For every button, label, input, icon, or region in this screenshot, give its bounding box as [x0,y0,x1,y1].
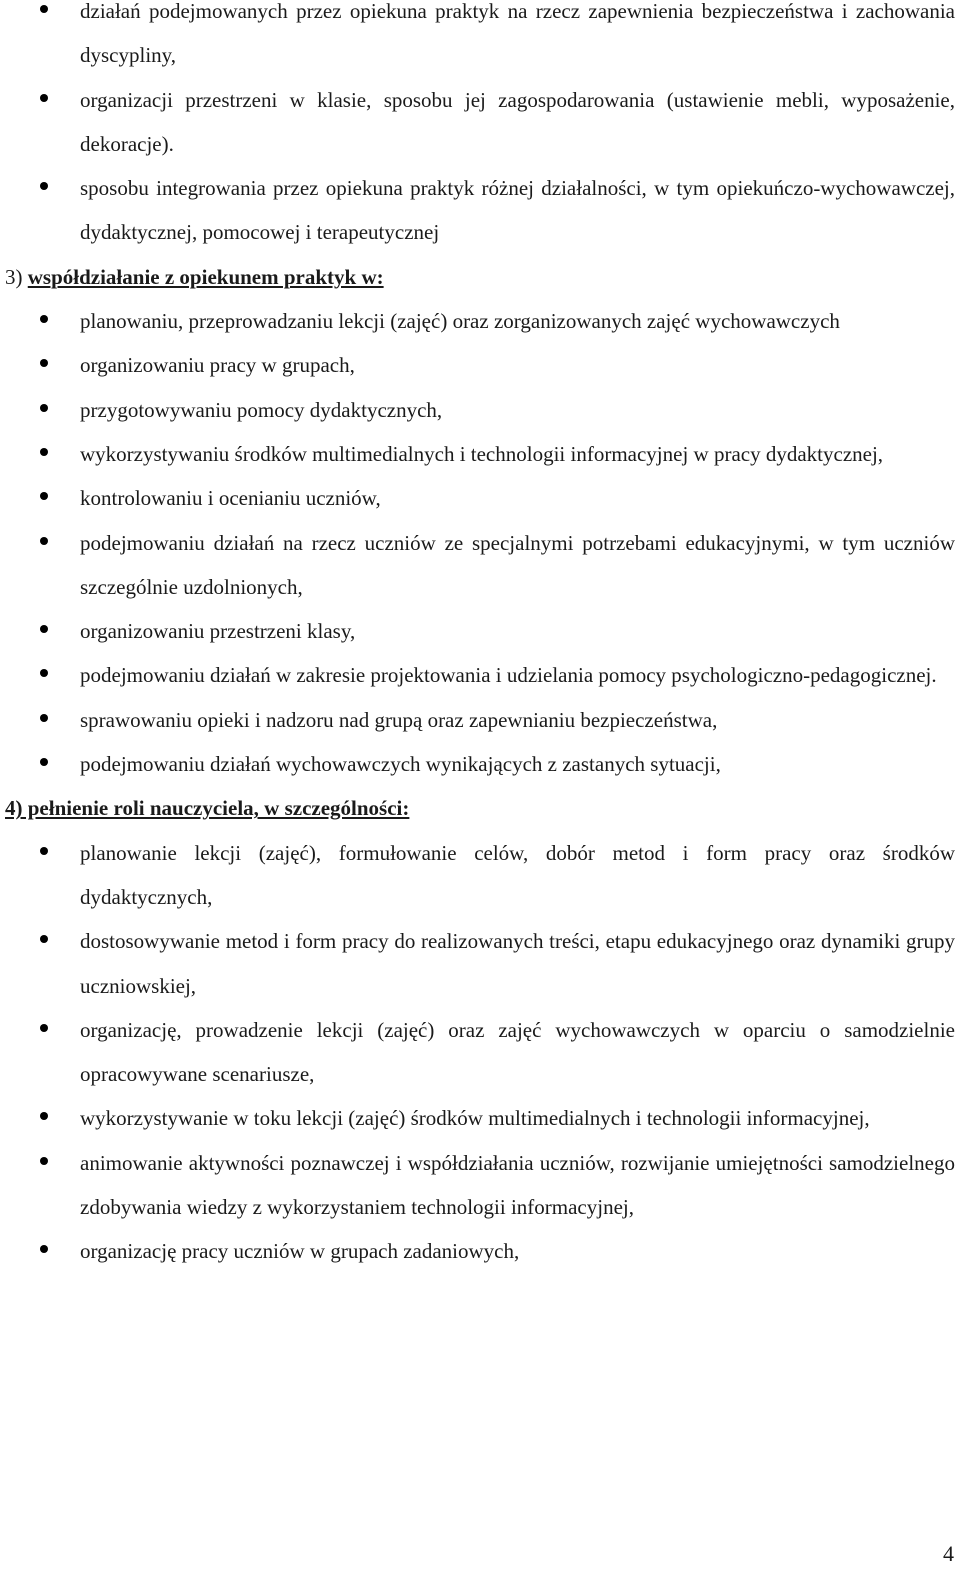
bullet-icon [40,1157,48,1165]
bullet-icon [40,1245,48,1253]
bullet-icon [40,537,48,545]
list-item: przygotowywaniu pomocy dydaktycznych, [0,388,960,432]
bullet-icon [40,359,48,367]
list-item: sprawowaniu opieki i nadzoru nad grupą oraz zapewnianiu bezpieczeństwa, [0,698,960,742]
bullet-icon [40,1112,48,1120]
bullet-icon [40,315,48,323]
list-item: animowanie aktywności poznawczej i współdziałania uczniów, rozwijanie umiejętności samodzielnego zdobywania wiedzy z wykorzystaniem technologii informacyjnej, [0,1141,960,1230]
list-item: podejmowaniu działań wychowawczych wynikających z zastanych sytuacji, [0,742,960,786]
section-3-list [0,299,960,786]
list-item: planowaniu, przeprowadzaniu lekcji (zajęć) oraz zorganizowanych zajęć wychowawczych [0,299,960,343]
list-item: podejmowaniu działań w zakresie projektowania i udzielania pomocy psychologiczno-pedagogicznej. [0,653,960,697]
list-item: organizowaniu pracy w grupach, [0,343,960,387]
bullet-icon [40,448,48,456]
list-item: podejmowaniu działań na rzecz uczniów ze specjalnymi potrzebami edukacyjnymi, w tym uczniów szczególnie uzdolnionych, [0,521,960,610]
bullet-icon [40,847,48,855]
bullet-icon [40,182,48,190]
bullet-icon [40,94,48,102]
bullet-icon [40,1024,48,1032]
page-number: 4 [943,1541,954,1566]
list-item: dostosowywanie metod i form pracy do realizowanych treści, etapu edukacyjnego oraz dynamiki grupy uczniowskiej, [0,919,960,1008]
bullet-icon [40,492,48,500]
list-item: wykorzystywaniu środków multimedialnych i technologii informacyjnej w pracy dydaktycznej, [0,432,960,476]
list-item: organizację pracy uczniów w grupach zadaniowych, [0,1229,960,1273]
list-item: planowanie lekcji (zajęć), formułowanie celów, dobór metod i form pracy oraz środków dydaktycznych, [0,831,960,920]
bullet-icon [40,669,48,677]
section-4-title: 4) pełnienie roli nauczyciela, w szczególności: [5,796,410,821]
section-3-number: 3) [5,264,23,289]
list-item: wykorzystywanie w toku lekcji (zajęć) środków multimedialnych i technologii informacyjnej, [0,1096,960,1140]
section-4-heading [0,786,960,830]
list-item: kontrolowaniu i ocenianiu uczniów, [0,476,960,520]
list-item: organizowaniu przestrzeni klasy, [0,609,960,653]
bullet-icon [40,625,48,633]
list-item: sposobu integrowania przez opiekuna praktyk różnej działalności, w tym opiekuńczo-wychowawczej, dydaktycznej, pomocowej i terapeutycznej [0,166,960,255]
list-item: organizacji przestrzeni w klasie, sposobu jej zagospodarowania (ustawienie mebli, wyposażenie, dekoracje). [0,78,960,167]
bullet-icon [40,935,48,943]
list-item: działań podejmowanych przez opiekuna praktyk na rzecz zapewnienia bezpieczeństwa i zachowania dyscypliny, [0,0,960,78]
bullet-icon [40,5,48,13]
section-3-title: współdziałanie z opiekunem praktyk w: [27,264,384,289]
section-4-list [0,831,960,1274]
intro-list [0,0,960,255]
bullet-icon [40,758,48,766]
bullet-icon [40,404,48,412]
section-3-heading [0,255,960,299]
bullet-icon [40,714,48,722]
list-item: organizację, prowadzenie lekcji (zajęć) oraz zajęć wychowawczych w oparciu o samodzielnie opracowywane scenariusze, [0,1008,960,1097]
